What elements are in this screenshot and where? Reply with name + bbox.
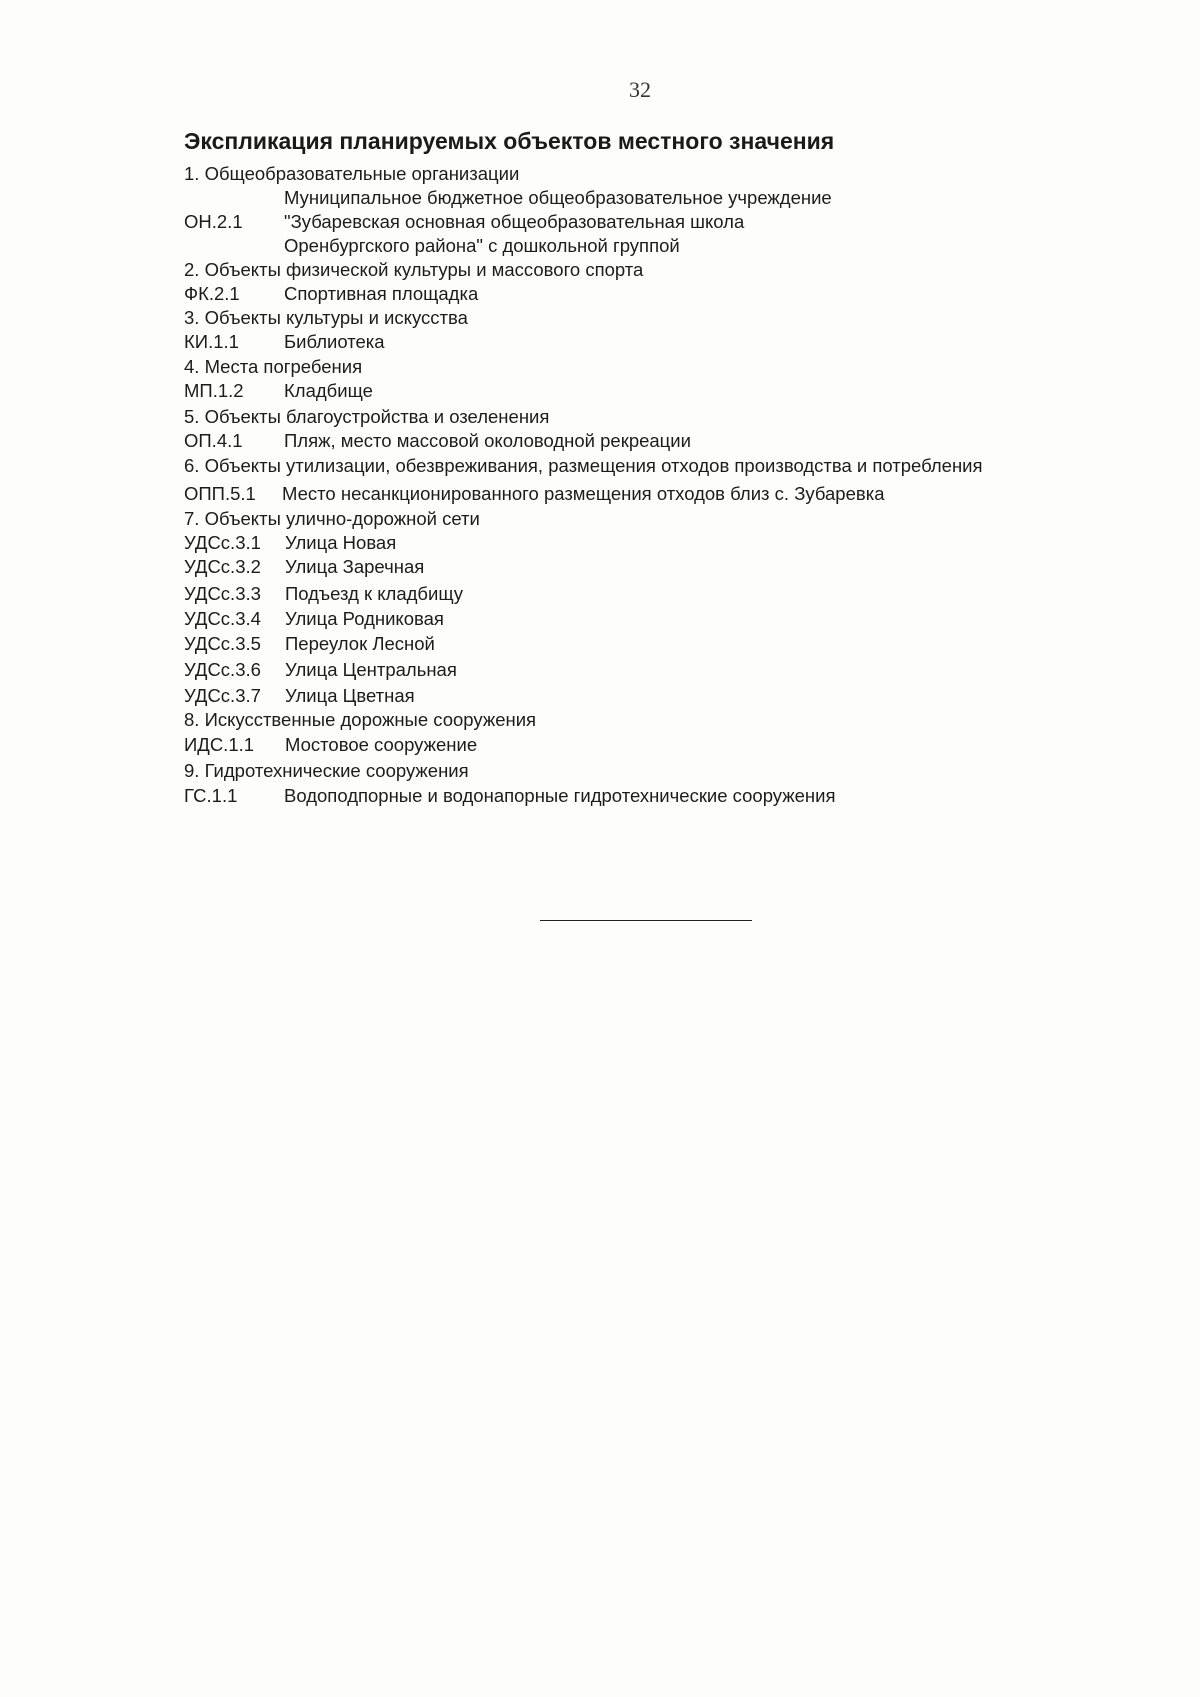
object-name: Кладбище — [284, 380, 373, 401]
object-name: Пляж, место массовой околоводной рекреации — [284, 430, 691, 451]
object-code: ГС.1.1 — [184, 785, 238, 806]
category-heading: 4. Места погребения — [184, 356, 363, 377]
object-name: Улица Цветная — [285, 685, 415, 706]
object-name: Улица Новая — [285, 532, 397, 553]
object-name: Переулок Лесной — [285, 633, 435, 654]
page-title: Экспликация планируемых объектов местного значения — [184, 128, 835, 154]
object-code: ОН.2.1 — [184, 211, 243, 232]
object-code: УДСс.3.4 — [184, 608, 261, 629]
object-code: УДСс.3.3 — [184, 583, 261, 604]
object-code: ОП.4.1 — [184, 430, 243, 451]
object-code: ИДС.1.1 — [184, 734, 255, 755]
object-name: Водоподпорные и водонапорные гидротехнические сооружения — [284, 785, 836, 806]
object-code: КИ.1.1 — [184, 331, 239, 352]
object-code: УДСс.3.1 — [184, 532, 261, 553]
object-code: МП.1.2 — [184, 380, 244, 401]
category-heading: 7. Объекты улично-дорожной сети — [184, 508, 480, 529]
category-heading: 6. Объекты утилизации, обезвреживания, размещения отходов производства и потребления — [184, 455, 983, 476]
category-heading: 3. Объекты культуры и искусства — [184, 307, 468, 328]
object-name-continuation: Муниципальное бюджетное общеобразовательное учреждение — [284, 187, 832, 208]
object-name: Спортивная площадка — [284, 283, 479, 304]
object-name-continuation: Оренбургского района" с дошкольной группой — [284, 235, 680, 256]
object-name: Мостовое сооружение — [285, 734, 478, 755]
object-name: Подъезд к кладбищу — [285, 583, 464, 604]
category-heading: 9. Гидротехнические сооружения — [184, 760, 469, 781]
category-heading: 2. Объекты физической культуры и массового спорта — [184, 259, 644, 280]
object-name: Улица Центральная — [285, 659, 457, 680]
object-code: УДСс.3.2 — [184, 556, 261, 577]
object-code: ОПП.5.1 — [184, 483, 256, 504]
object-code: УДСс.3.7 — [184, 685, 261, 706]
object-name: "Зубаревская основная общеобразовательная школа — [284, 211, 745, 232]
page-number: 32 — [629, 77, 651, 102]
object-name: Место несанкционированного размещения отходов близ с. Зубаревка — [282, 483, 885, 504]
closing-rule — [540, 920, 752, 921]
object-name: Улица Заречная — [285, 556, 425, 577]
object-code: УДСс.3.5 — [184, 633, 261, 654]
category-heading: 5. Объекты благоустройства и озеленения — [184, 406, 550, 427]
category-heading: 8. Искусственные дорожные сооружения — [184, 709, 537, 730]
category-heading: 1. Общеобразовательные организации — [184, 163, 520, 184]
object-name: Улица Родниковая — [285, 608, 444, 629]
object-code: УДСс.3.6 — [184, 659, 261, 680]
object-code: ФК.2.1 — [184, 283, 240, 304]
object-name: Библиотека — [284, 331, 385, 352]
